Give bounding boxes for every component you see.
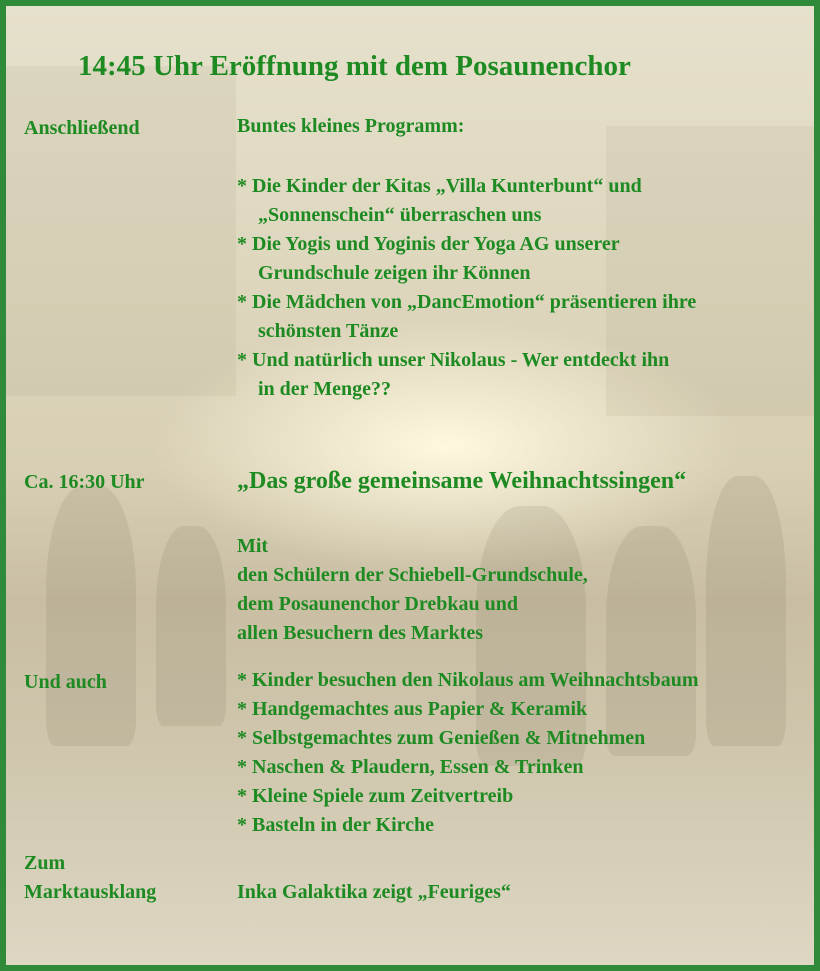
list-item: den Schülern der Schiebell-Grundschule, [237,564,588,586]
list-item: Mit [237,535,269,557]
page-title: 14:45 Uhr Eröffnung mit dem Posaunenchor [78,50,631,82]
section-heading-singing: „Das große gemeinsame Weihnachtssingen“ [237,468,687,494]
section-label-und-auch: Und auch [24,671,107,693]
extras-list [237,666,699,840]
section-label-marktausklang [24,849,156,907]
list-item: * Kinder besuchen den Nikolaus am Weihnachtsbaum [237,669,699,691]
section-label-anschliessend: Anschließend [24,117,140,139]
poster-content [6,6,814,965]
list-item: * Naschen & Plaudern, Essen & Trinken [237,756,584,778]
list-item: dem Posaunenchor Drebkau und [237,593,518,615]
list-item: * Und natürlich unser Nikolaus - Wer entdeckt ihn [237,349,670,371]
list-item: * Selbstgemachtes zum Genießen & Mitnehmen [237,727,646,749]
list-item: * Die Kinder der Kitas „Villa Kunterbunt“ und [237,175,642,197]
singing-participants [237,532,588,648]
closing-act: Inka Galaktika zeigt „Feuriges“ [237,881,511,903]
list-item: in der Menge?? [258,378,391,400]
label-line: Zum [24,852,66,874]
section-label-time: Ca. 16:30 Uhr [24,471,145,493]
label-line: Marktausklang [24,881,157,903]
list-item: * Die Yogis und Yoginis der Yoga AG unserer [237,233,620,255]
list-item: * Handgemachtes aus Papier & Keramik [237,698,588,720]
list-item: * Kleine Spiele zum Zeitvertreib [237,785,514,807]
section-heading-programm: Buntes kleines Programm: [237,115,465,137]
list-item: * Die Mädchen von „DancEmotion“ präsentieren ihre [237,291,697,313]
list-item: „Sonnenschein“ überraschen uns [258,204,542,226]
program-list [237,172,696,404]
list-item: schönsten Tänze [258,320,399,342]
list-item: * Basteln in der Kirche [237,814,435,836]
list-item: allen Besuchern des Marktes [237,622,484,644]
list-item: Grundschule zeigen ihr Können [258,262,531,284]
